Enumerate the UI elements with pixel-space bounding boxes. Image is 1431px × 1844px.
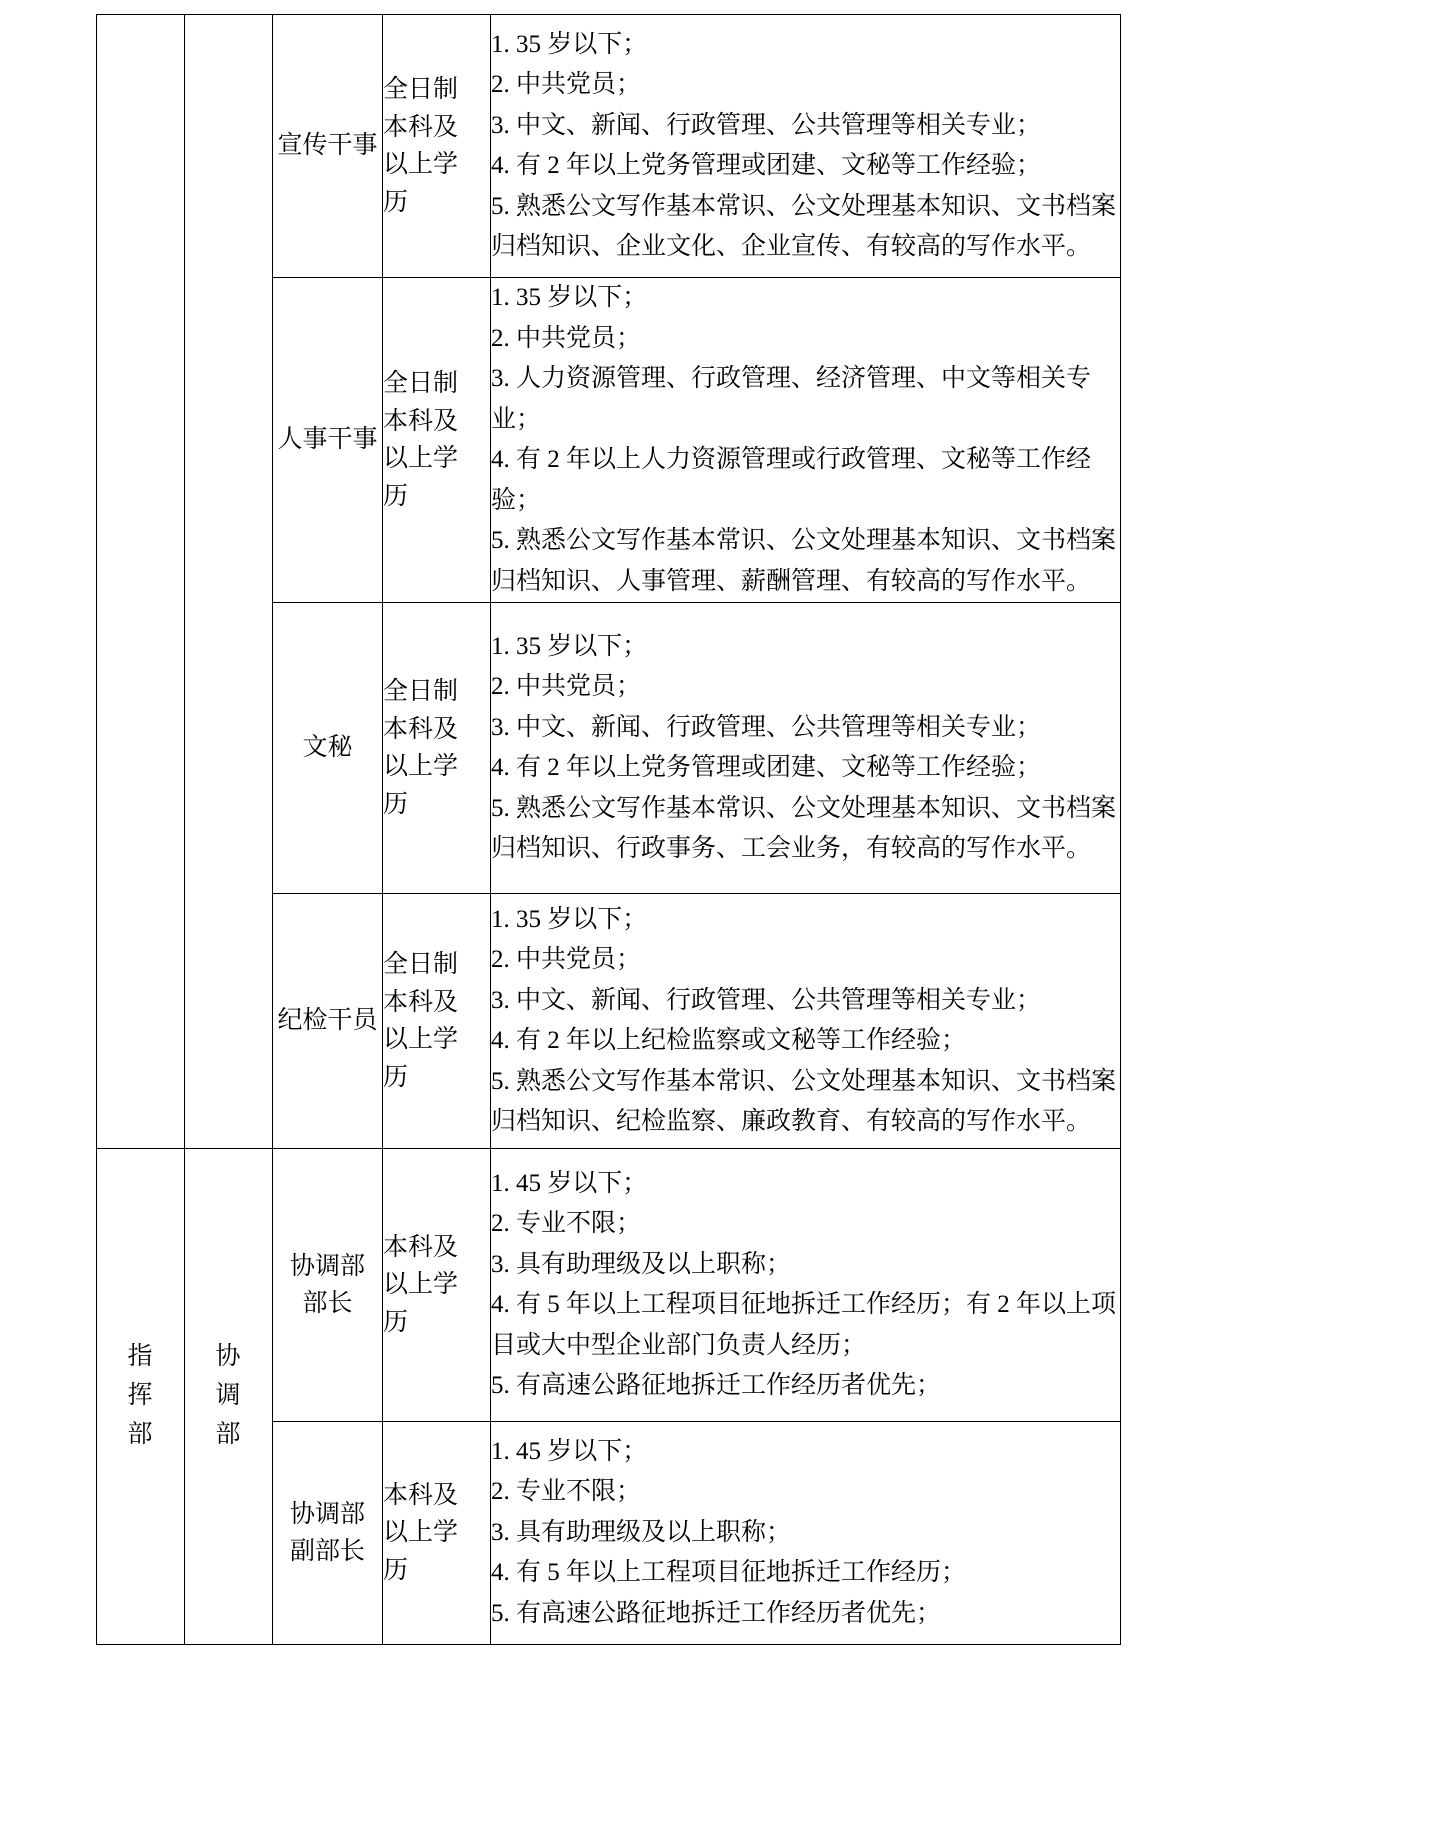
requirement-line: 归档知识、纪检监察、廉政教育、有较高的写作水平。 [491, 1108, 1092, 1135]
education-line: 以上学 [383, 445, 459, 472]
requirement-line: 归档知识、行政事务、工会业务，有较高的写作水平。 [491, 835, 1092, 862]
requirement-line: 3. 具有助理级及以上职称； [491, 1518, 792, 1546]
requirement-line: 4. 有 2 年以上纪检监察或文秘等工作经验； [491, 1027, 967, 1054]
section-cell-group1 [185, 15, 273, 1149]
requirement-line: 3. 人力资源管理、行政管理、经济管理、中文等相关专业； [491, 365, 1092, 433]
requirement-line: 4. 有 5 年以上工程项目征地拆迁工作经历； [491, 1559, 967, 1587]
requirement-line: 归档知识、企业文化、企业宣传、有较高的写作水平。 [491, 233, 1092, 260]
requirement-line: 5. 有高速公路征地拆迁工作经历者优先； [491, 1372, 942, 1399]
section-cell-group2 [185, 1149, 273, 1645]
requirements-cell [491, 278, 1121, 603]
education-cell [383, 15, 491, 278]
requirement-line: 1. 35 岁以下； [491, 632, 648, 660]
department-char: 挥 [127, 1382, 154, 1410]
education-line: 本科及 [383, 1481, 459, 1509]
education-line: 历 [383, 790, 409, 818]
requirement-line: 归档知识、人事管理、薪酬管理、有较高的写作水平。 [491, 567, 1092, 595]
education-cell [383, 603, 491, 894]
education-line: 本科及 [383, 113, 459, 141]
requirement-line: 4. 有 2 年以上人力资源管理或行政管理、文秘等工作经 [491, 446, 1092, 473]
education-line: 以上学 [383, 753, 459, 780]
education-cell [383, 1422, 491, 1645]
requirement-line: 5. 熟悉公文写作基本常识、公文处理基本知识、文书档案 [491, 192, 1117, 220]
post-line: 纪检干员 [277, 1007, 378, 1035]
requirement-line: 3. 中文、新闻、行政管理、公共管理等相关专业； [491, 713, 1042, 741]
education-cell [383, 894, 491, 1149]
requirements-cell [491, 15, 1121, 278]
post-line: 宣传干事 [277, 132, 378, 160]
post-line: 协调部 [289, 1500, 365, 1528]
requirement-line: 4. 有 2 年以上党务管理或团建、文秘等工作经验； [491, 152, 1042, 179]
education-line: 以上学 [383, 1026, 459, 1053]
requirement-line: 2. 中共党员； [491, 673, 642, 700]
section-char: 部 [215, 1420, 242, 1448]
requirement-line: 1. 45 岁以下； [491, 1169, 648, 1197]
post-cell [273, 1149, 383, 1422]
requirements-cell [491, 603, 1121, 894]
requirements-cell [491, 1149, 1121, 1422]
education-line: 本科及 [383, 407, 459, 435]
post-line: 协调部 [289, 1252, 365, 1280]
requirements-cell [491, 1422, 1121, 1645]
requirement-line: 4. 有 2 年以上党务管理或团建、文秘等工作经验； [491, 754, 1042, 781]
requirement-line: 3. 中文、新闻、行政管理、公共管理等相关专业； [491, 111, 1042, 139]
education-line: 历 [383, 1063, 409, 1091]
requirement-line: 4. 有 5 年以上工程项目征地拆迁工作经历；有 2 年以上项 [491, 1291, 1117, 1318]
requirement-line: 1. 45 岁以下； [491, 1437, 648, 1465]
education-line: 本科及 [383, 1233, 459, 1261]
department-char: 部 [127, 1420, 154, 1448]
education-line: 历 [383, 1308, 409, 1336]
education-cell [383, 278, 491, 603]
table-row [97, 1149, 1121, 1422]
requirement-line: 1. 35 岁以下； [491, 30, 648, 58]
education-line: 历 [383, 188, 409, 216]
requirement-line: 1. 35 岁以下； [491, 284, 648, 311]
requirement-line: 2. 专业不限； [491, 1478, 642, 1506]
requirements-cell [491, 894, 1121, 1149]
requirement-line: 2. 专业不限； [491, 1210, 642, 1237]
requirement-line: 3. 具有助理级及以上职称； [491, 1250, 792, 1278]
education-line: 全日制 [383, 76, 459, 103]
post-line: 部长 [302, 1290, 353, 1317]
education-line: 本科及 [383, 715, 459, 743]
post-line: 副部长 [289, 1538, 365, 1565]
requirement-line: 5. 有高速公路征地拆迁工作经历者优先； [491, 1599, 942, 1627]
section-char: 协 [215, 1343, 242, 1371]
post-cell [273, 15, 383, 278]
section-char: 调 [215, 1382, 242, 1410]
requirement-line: 1. 35 岁以下； [491, 905, 648, 933]
education-cell [383, 1149, 491, 1422]
department-cell-group2 [97, 1149, 185, 1645]
education-line: 历 [383, 1556, 409, 1584]
post-line: 文秘 [302, 734, 353, 762]
table-row [97, 15, 1121, 278]
post-cell [273, 894, 383, 1149]
requirement-line: 验； [491, 486, 542, 514]
education-line: 本科及 [383, 988, 459, 1016]
post-cell [273, 603, 383, 894]
requirement-line: 2. 中共党员； [491, 324, 642, 352]
education-line: 以上学 [383, 1519, 459, 1547]
education-line: 全日制 [383, 951, 459, 978]
requirement-line: 5. 熟悉公文写作基本常识、公文处理基本知识、文书档案 [491, 1067, 1117, 1095]
education-line: 以上学 [383, 1271, 459, 1299]
requirement-line: 2. 中共党员； [491, 71, 642, 98]
education-line: 全日制 [383, 678, 459, 705]
post-cell [273, 278, 383, 603]
education-line: 全日制 [383, 370, 459, 397]
education-line: 以上学 [383, 151, 459, 178]
recruitment-requirements-table [96, 14, 1121, 1645]
department-char: 指 [127, 1343, 154, 1371]
requirement-line: 3. 中文、新闻、行政管理、公共管理等相关专业； [491, 986, 1042, 1014]
post-line: 人事干事 [277, 426, 378, 454]
requirement-line: 2. 中共党员； [491, 946, 642, 973]
department-cell-group1 [97, 15, 185, 1149]
requirement-line: 目或大中型企业部门负责人经历； [491, 1331, 867, 1359]
post-cell [273, 1422, 383, 1645]
requirement-line: 5. 熟悉公文写作基本常识、公文处理基本知识、文书档案 [491, 527, 1117, 554]
requirement-line: 5. 熟悉公文写作基本常识、公文处理基本知识、文书档案 [491, 794, 1117, 822]
education-line: 历 [383, 482, 409, 510]
